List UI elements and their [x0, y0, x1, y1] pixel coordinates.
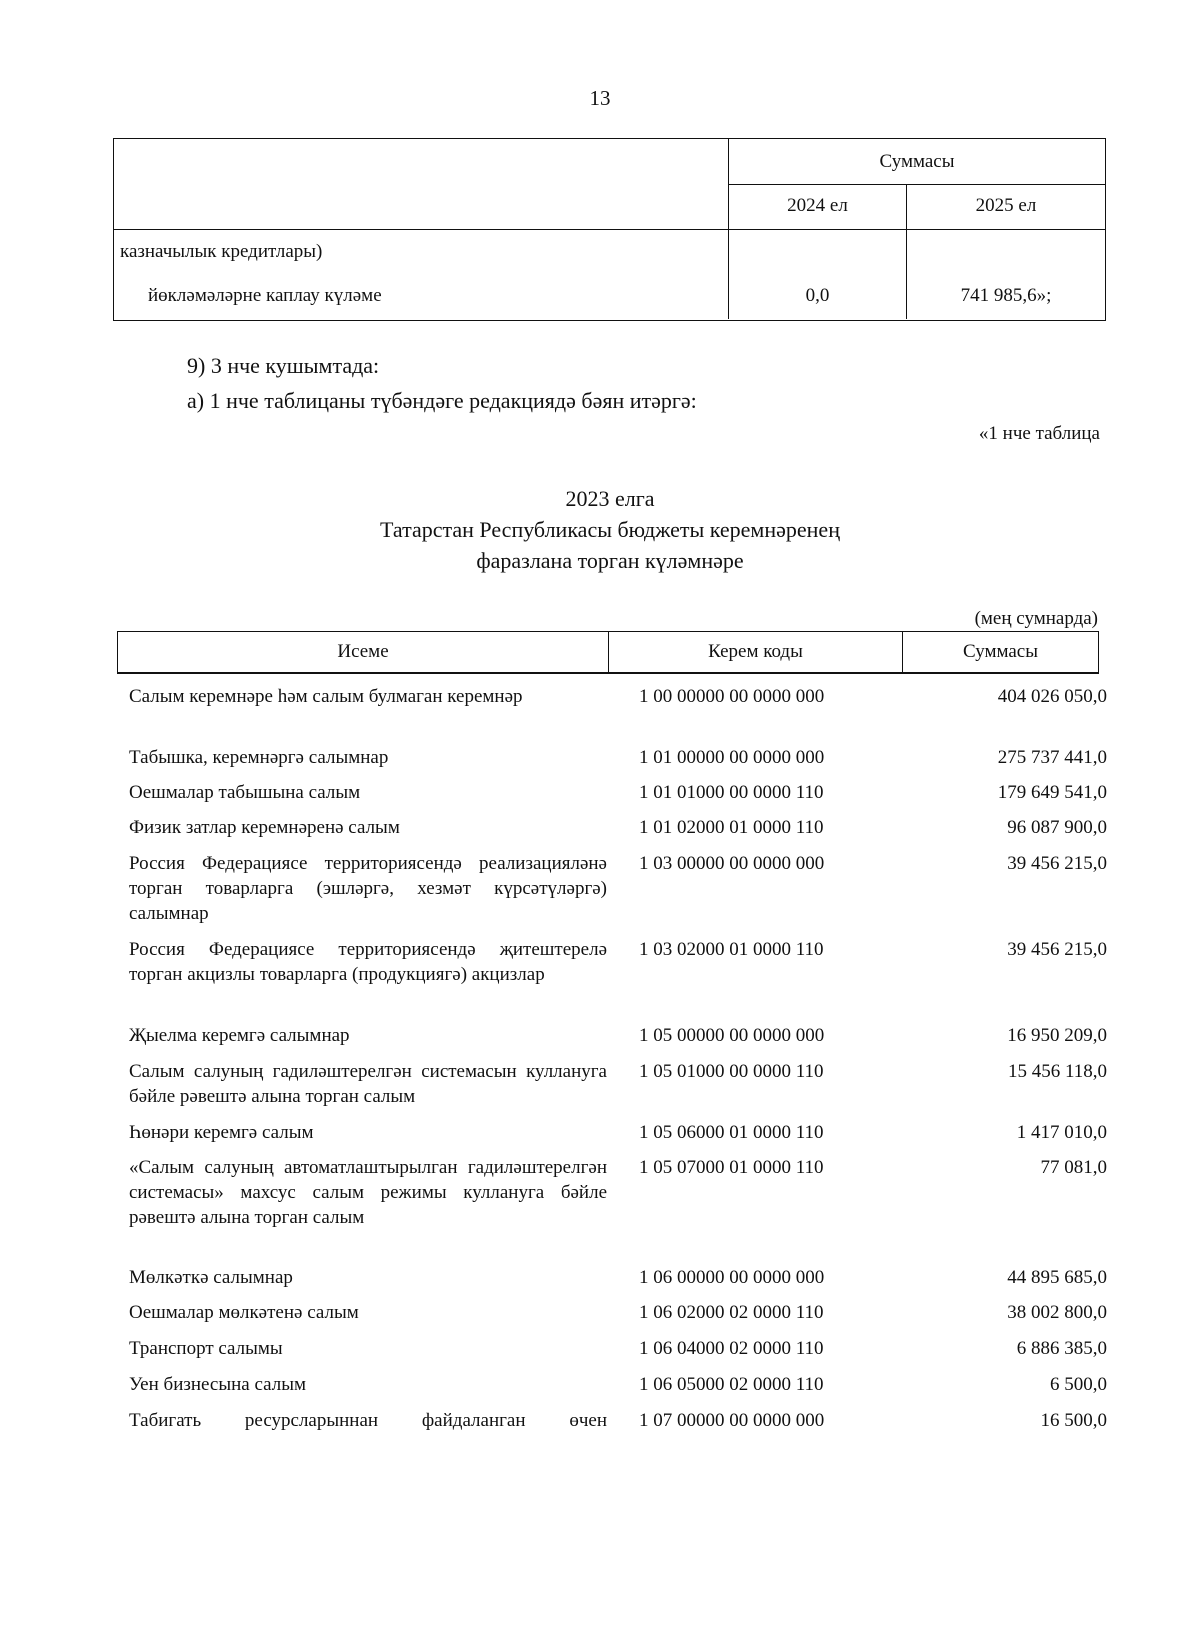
income-name: Физик затлар керемнәренә салым: [129, 817, 400, 838]
income-code: 1 00 00000 00 0000 000: [639, 686, 825, 707]
year-2024-header: 2024 ел: [787, 195, 848, 216]
income-name: Россия Федерациясе территориясендә җитештерелә торган акцизлы товарларга (продукциягә) акцизлар: [129, 939, 607, 985]
income-code: 1 06 05000 02 0000 110: [639, 1374, 824, 1395]
income-code: 1 05 01000 00 0000 110: [639, 1061, 824, 1082]
page-number: 13: [589, 86, 611, 110]
income-sum: 96 087 900,0: [1007, 817, 1107, 838]
income-sum: 39 456 215,0: [1007, 853, 1107, 874]
income-name: Җыелма керемгә салымнар: [129, 1025, 350, 1046]
income-name: Оешмалар табышына салым: [129, 782, 361, 803]
income-sum: 16 950 209,0: [1007, 1025, 1107, 1046]
income-code: 1 06 02000 02 0000 110: [639, 1302, 824, 1323]
income-name: Табигать ресурсларыннан файдаланган өчен: [129, 1410, 607, 1431]
income-sum: 179 649 541,0: [997, 782, 1107, 803]
income-sum: 38 002 800,0: [1007, 1302, 1107, 1323]
value-2024: 0,0: [805, 285, 830, 306]
income-table-header: [117, 631, 1099, 674]
income-code: 1 05 06000 01 0000 110: [639, 1122, 824, 1143]
income-sum: 6 886 385,0: [1016, 1338, 1107, 1359]
income-name: «Салым салуның автоматлаштырылган гадиләштерелгән системасы» махсус салым режимы куллануга бәйле рәвештә алына торган салым: [129, 1157, 607, 1228]
units-note: (мең сумнарда): [974, 608, 1098, 629]
income-code: 1 01 00000 00 0000 000: [639, 747, 825, 768]
column-header-name: Исеме: [337, 641, 389, 662]
income-name: Мөлкәткә салымнар: [129, 1267, 293, 1288]
income-name: Оешмалар мөлкәтенә салым: [129, 1302, 359, 1323]
income-sum: 1 417 010,0: [1016, 1122, 1107, 1143]
income-name: Россия Федерациясе территориясендә реализацияләнә торган товарларга (эшләргә, хезмәт күрсәтүләргә) салымнар: [129, 853, 607, 924]
table-reference: «1 нче таблица: [978, 423, 1100, 444]
income-sum: 6 500,0: [1050, 1374, 1107, 1395]
income-code: 1 01 01000 00 0000 110: [639, 782, 824, 803]
income-sum: 275 737 441,0: [997, 747, 1107, 768]
income-name: Транспорт салымы: [129, 1338, 283, 1359]
row-label: казначылык кредитлары): [120, 241, 323, 262]
income-name: Салым салуның гадиләштерелгән системасын куллануга бәйле рәвештә алына торган салым: [129, 1061, 607, 1107]
table-title-line3: фаразлана торган күләмнәре: [476, 548, 744, 573]
sum-header: Суммасы: [879, 151, 955, 172]
table-title-line1: 2023 елга: [565, 486, 655, 511]
income-code: 1 06 00000 00 0000 000: [639, 1267, 825, 1288]
income-name: Уен бизнесына салым: [129, 1374, 307, 1395]
row-label: йөкләмәләрне каплау күләме: [148, 285, 382, 306]
paragraph-item-a: а) 1 нче таблицаны түбәндәге редакциядә бәян итәргә:: [187, 388, 697, 413]
income-name: Һөнәри керемгә салым: [129, 1122, 314, 1143]
income-code: 1 03 02000 01 0000 110: [639, 939, 824, 960]
value-2025: 741 985,6»;: [960, 285, 1052, 306]
income-name: Табышка, керемнәргә салымнар: [129, 747, 389, 768]
paragraph-item-9: 9) 3 нче кушымтада:: [187, 353, 380, 378]
income-code: 1 01 02000 01 0000 110: [639, 817, 824, 838]
continuation-table: [113, 138, 1106, 321]
income-sum: 44 895 685,0: [1007, 1267, 1107, 1288]
column-header-code: Керем коды: [708, 641, 803, 662]
year-2025-header: 2025 ел: [975, 195, 1037, 216]
income-code: 1 06 04000 02 0000 110: [639, 1338, 824, 1359]
income-name: Салым керемнәре һәм салым булмаган керемнәр: [129, 686, 523, 707]
income-code: 1 05 00000 00 0000 000: [639, 1025, 825, 1046]
table-title-line2: Татарстан Республикасы бюджеты керемнәренең: [380, 517, 840, 542]
income-code: 1 07 00000 00 0000 000: [639, 1410, 825, 1431]
income-sum: 16 500,0: [1040, 1410, 1107, 1431]
income-sum: 15 456 118,0: [1007, 1061, 1107, 1082]
column-header-sum: Суммасы: [963, 641, 1038, 662]
income-sum: 77 081,0: [1040, 1157, 1107, 1178]
income-sum: 39 456 215,0: [1007, 939, 1107, 960]
income-code: 1 05 07000 01 0000 110: [639, 1157, 824, 1178]
income-sum: 404 026 050,0: [997, 686, 1107, 707]
income-code: 1 03 00000 00 0000 000: [639, 853, 825, 874]
